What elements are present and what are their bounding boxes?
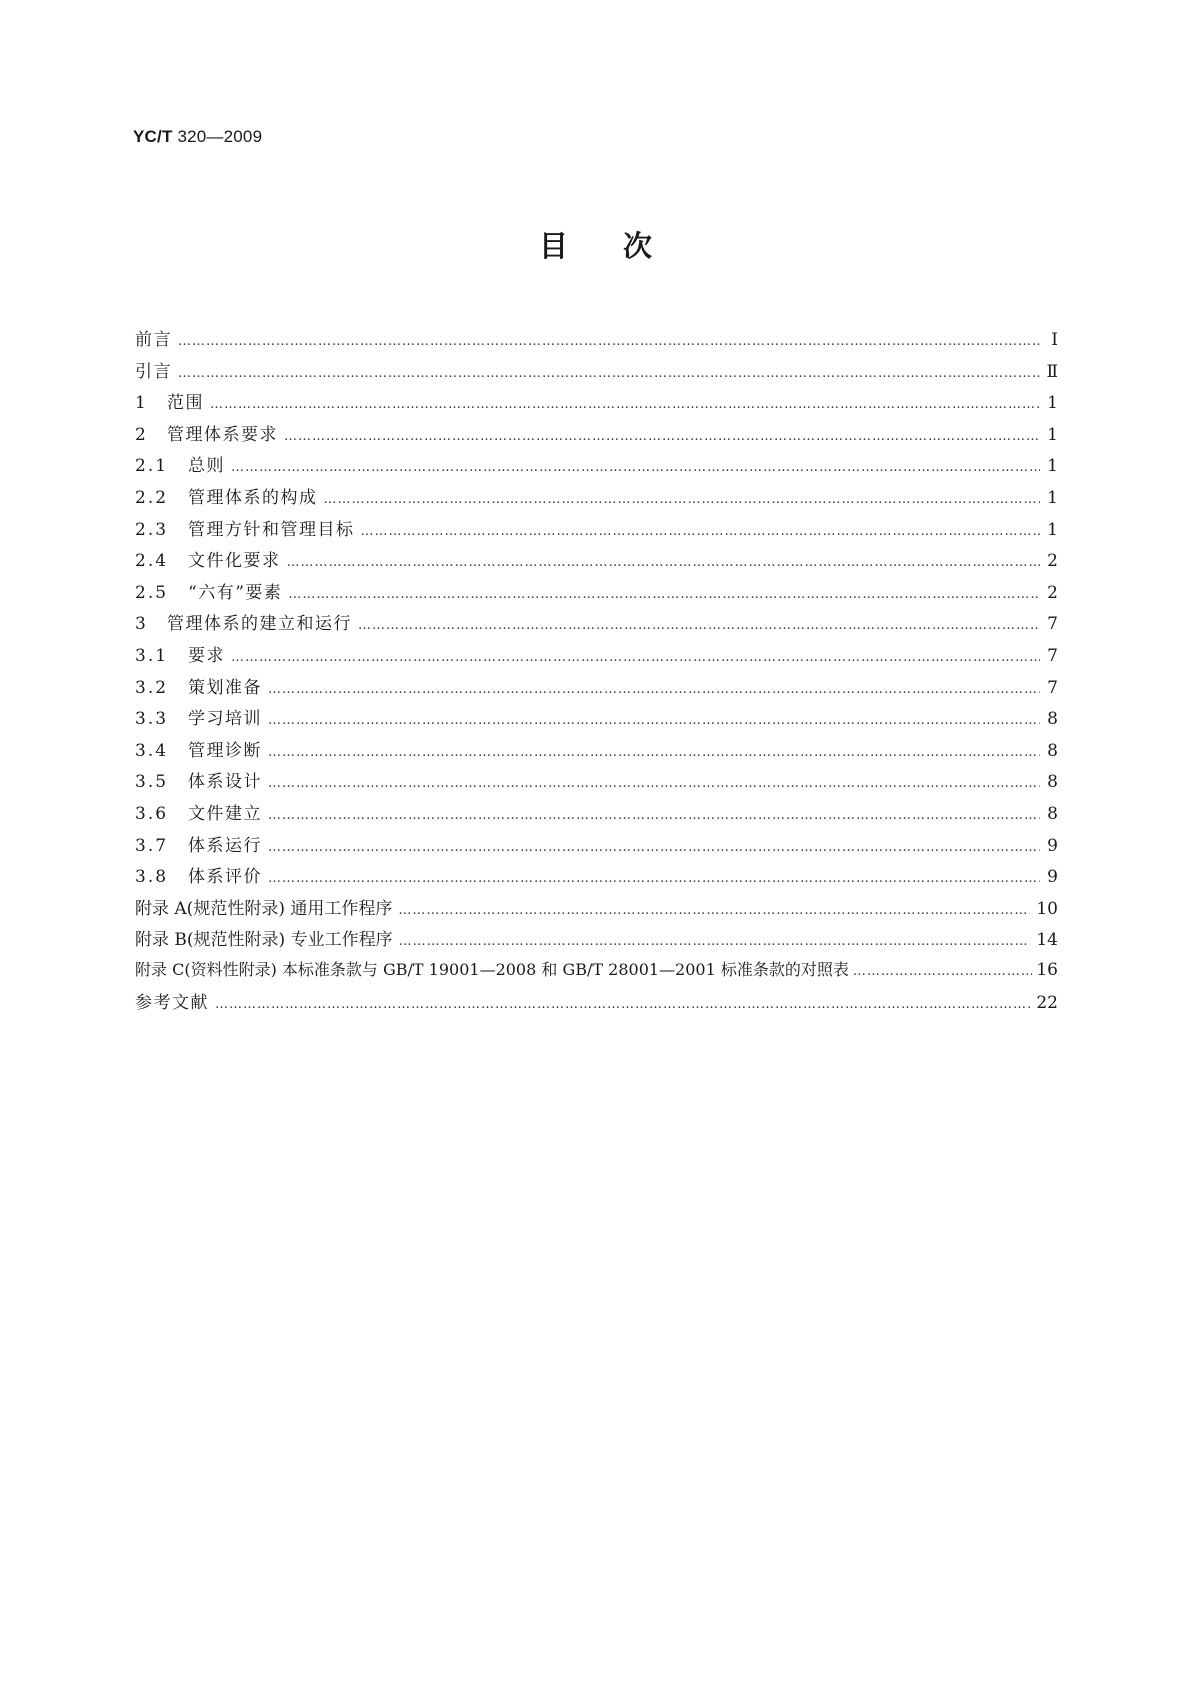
toc-row-3-4[interactable] [135, 736, 1058, 768]
toc-label: 前言 [135, 330, 172, 350]
toc-leader [231, 460, 1040, 475]
toc-row-2-3[interactable] [135, 515, 1058, 547]
toc-leader [215, 997, 1030, 1012]
toc-page: 7 [1047, 645, 1058, 666]
toc-page: Ⅱ [1046, 361, 1058, 382]
toc-row-1[interactable] [135, 388, 1058, 420]
toc-page: Ⅰ [1051, 330, 1058, 350]
toc-label: 要求 [188, 645, 225, 666]
toc-label: 管理诊断 [188, 740, 262, 761]
toc-label: 总则 [188, 456, 225, 477]
toc-row-2-4[interactable] [135, 546, 1058, 578]
toc-page: 1 [1047, 519, 1058, 540]
toc-row-appendix-c[interactable] [135, 957, 1058, 989]
toc-label: 管理方针和管理目标 [188, 519, 355, 540]
toc-leader [268, 776, 1040, 791]
toc-number: 3.6 [135, 803, 169, 824]
standard-code-prefix: YC/T [133, 127, 173, 146]
toc-label: 体系运行 [188, 835, 262, 856]
toc-leader [268, 713, 1040, 728]
toc-page: 9 [1047, 835, 1058, 856]
toc-leader [361, 524, 1041, 539]
toc-row-3-5[interactable] [135, 767, 1058, 799]
toc-label: 文件化要求 [188, 551, 281, 572]
toc-label: 引言 [135, 361, 172, 382]
toc-page: 14 [1036, 930, 1058, 951]
toc-label: 附录 B(规范性附录) 专业工作程序 [135, 930, 393, 951]
toc-page: 1 [1047, 424, 1058, 445]
toc-leader [231, 650, 1040, 665]
toc-page: 8 [1047, 740, 1058, 761]
toc-leader [268, 745, 1040, 760]
toc-number: 3.8 [135, 867, 169, 888]
toc-page: 7 [1047, 677, 1058, 698]
toc-row-3-3[interactable] [135, 704, 1058, 736]
toc-leader [268, 840, 1040, 855]
toc-row-2-1[interactable] [135, 451, 1058, 483]
toc-page: 10 [1036, 898, 1058, 919]
toc-number: 3.4 [135, 740, 169, 761]
toc-leader [853, 964, 1033, 979]
toc-leader [268, 682, 1040, 697]
toc-leader [284, 429, 1040, 444]
toc-number: 3 [135, 614, 148, 635]
toc-number: 2 [135, 424, 148, 445]
toc-leader [287, 555, 1041, 570]
toc-leader [268, 871, 1040, 886]
toc-label: 策划准备 [188, 677, 262, 698]
toc-leader [399, 934, 1031, 949]
toc-row-appendix-b[interactable] [135, 925, 1058, 957]
toc-row-references[interactable] [135, 988, 1058, 1020]
toc-number: 2.5 [135, 582, 169, 603]
toc-label: “六有”要素 [188, 582, 283, 603]
toc-number: 2.1 [135, 456, 169, 477]
toc-page: 2 [1047, 582, 1058, 603]
toc-leader [324, 492, 1041, 507]
toc-page: 8 [1047, 803, 1058, 824]
standard-code [133, 127, 262, 147]
toc-label: 体系设计 [188, 772, 262, 793]
toc-row-2[interactable] [135, 420, 1058, 452]
toc-row-3-2[interactable] [135, 673, 1058, 705]
toc-page: 9 [1047, 867, 1058, 888]
toc-label: 范围 [167, 393, 204, 414]
toc-number: 2.4 [135, 551, 169, 572]
toc-number: 3.5 [135, 772, 169, 793]
toc-page: 1 [1047, 456, 1058, 477]
toc-label: 文件建立 [188, 803, 262, 824]
toc-leader [178, 366, 1040, 381]
toc-page: 8 [1047, 709, 1058, 730]
toc-page: 7 [1047, 614, 1058, 635]
toc-page: 16 [1036, 959, 1058, 980]
toc-row-3-8[interactable] [135, 862, 1058, 894]
toc-number: 3.2 [135, 677, 169, 698]
toc-number: 2.2 [135, 487, 169, 508]
toc-label: 管理体系的构成 [188, 487, 318, 508]
toc-page: 8 [1047, 772, 1058, 793]
toc-number: 3.7 [135, 835, 169, 856]
toc-leader [398, 903, 1030, 918]
toc-label: 附录 C(资料性附录) 本标准条款与 GB/T 19001—2008 和 GB/T 28001—2001 标准条款的对照表 [135, 959, 849, 979]
toc-page: 2 [1047, 551, 1058, 572]
toc-row-3-6[interactable] [135, 799, 1058, 831]
toc-row-2-2[interactable] [135, 483, 1058, 515]
toc-leader [178, 334, 1040, 349]
toc-leader [358, 618, 1040, 633]
toc-leader [210, 397, 1040, 412]
toc-row-3[interactable] [135, 609, 1058, 641]
toc-row-2-5[interactable] [135, 578, 1058, 610]
toc-row-introduction[interactable] [135, 357, 1058, 389]
toc-label: 管理体系的建立和运行 [167, 614, 352, 635]
standard-code-number: 320—2009 [172, 127, 263, 146]
toc-row-appendix-a[interactable] [135, 894, 1058, 926]
page-title: 目次 [538, 229, 707, 263]
toc-row-3-1[interactable] [135, 641, 1058, 673]
toc-row-foreword[interactable] [135, 325, 1058, 357]
toc-leader [268, 808, 1040, 823]
toc-label: 体系评价 [188, 867, 262, 888]
toc-number: 3.1 [135, 645, 169, 666]
toc-label: 管理体系要求 [167, 424, 278, 445]
toc-number: 3.3 [135, 709, 169, 730]
toc-page: 1 [1047, 393, 1058, 414]
toc-row-3-7[interactable] [135, 831, 1058, 863]
toc-number: 1 [135, 393, 148, 414]
toc-label: 学习培训 [188, 709, 262, 730]
toc-page: 1 [1047, 487, 1058, 508]
toc-leader [288, 587, 1040, 602]
toc-number: 2.3 [135, 519, 169, 540]
toc-label: 参考文献 [135, 993, 209, 1014]
toc-label: 附录 A(规范性附录) 通用工作程序 [135, 898, 393, 919]
table-of-contents [135, 325, 1058, 1020]
toc-page: 22 [1036, 993, 1058, 1014]
